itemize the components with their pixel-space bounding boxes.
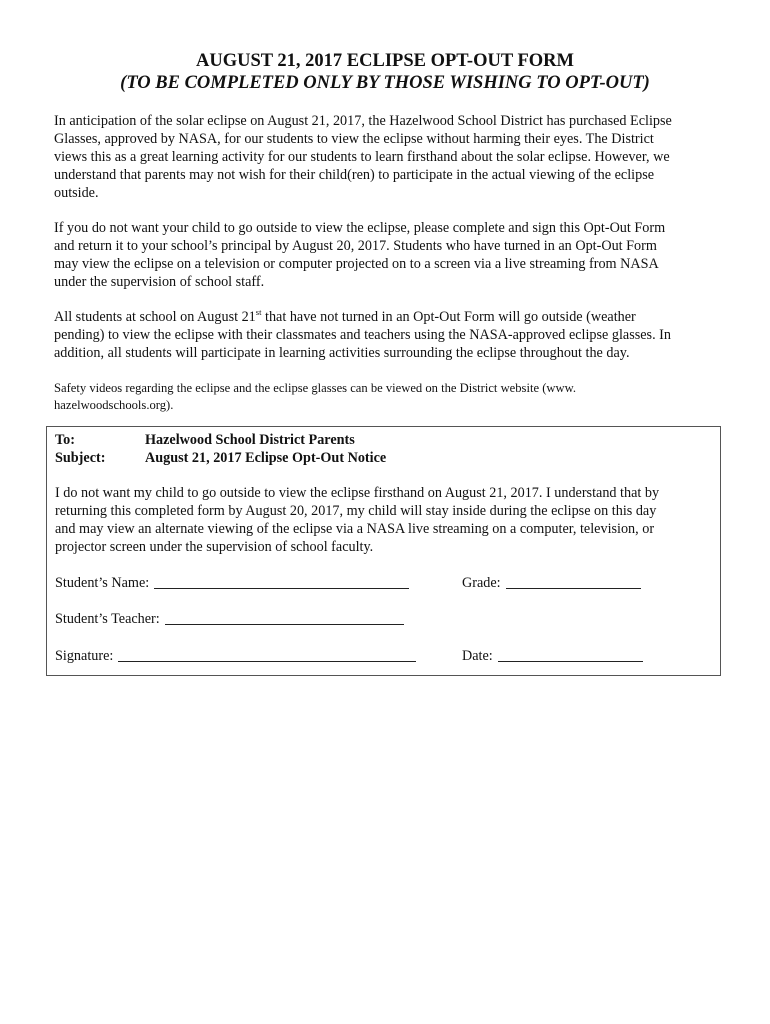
paragraph-line: outside.	[54, 185, 99, 201]
teacher-field	[55, 608, 404, 628]
paragraph-line: understand that parents may not wish for their child(ren) to participate in the actual viewing of the eclipse	[54, 167, 655, 183]
paragraph-line: Glasses, approved by NASA, for our students to view the eclipse without harming their eyes. The District	[54, 131, 654, 147]
intro-paragraph	[54, 112, 720, 202]
paragraph-line: In anticipation of the solar eclipse on August 21, 2017, the Hazelwood School District has purchased Eclipse	[54, 113, 672, 129]
grade-field	[462, 572, 641, 592]
paragraph-line	[54, 308, 720, 326]
signature-field	[55, 645, 416, 665]
opt-out-form-box	[46, 426, 721, 676]
grade-label: Grade:	[462, 575, 501, 591]
paragraph-line: and return it to your school’s principal by August 20, 2017. Students who have turned in an Opt-Out Form	[54, 238, 657, 254]
ordinal-suffix: st	[255, 307, 262, 317]
signature-label: Signature:	[55, 648, 114, 664]
paragraph-text: All students at school on August 21	[54, 309, 256, 325]
statement-line: I do not want my child to go outside to view the eclipse firsthand on August 21, 2017. I understand that by	[55, 485, 660, 501]
opt-out-statement	[55, 484, 715, 556]
paragraph-line: Safety videos regarding the eclipse and the eclipse glasses can be viewed on the District website (www.	[54, 381, 577, 395]
paragraph-line: addition, all students will participate in learning activities surrounding the eclipse throughout the day.	[54, 345, 630, 361]
paragraph-line: If you do not want your child to go outside to view the eclipse, please complete and sign this Opt-Out Form	[54, 220, 666, 236]
teacher-label: Student’s Teacher:	[55, 611, 160, 627]
paragraph-line: may view the eclipse on a television or computer projected on to a screen via a live streaming from NASA	[54, 256, 659, 272]
subject-label: Subject:	[55, 450, 106, 466]
grade-input[interactable]	[506, 574, 641, 589]
teacher-input[interactable]	[165, 610, 404, 625]
date-field	[462, 645, 643, 665]
to-label: To:	[55, 432, 75, 448]
instructions-paragraph	[54, 219, 720, 291]
paragraph-line: hazelwoodschools.org).	[54, 398, 174, 412]
participation-paragraph	[54, 308, 720, 362]
student-name-label: Student’s Name:	[55, 575, 150, 591]
date-label: Date:	[462, 648, 493, 664]
page-title: AUGUST 21, 2017 ECLIPSE OPT-OUT FORM	[196, 51, 574, 71]
subject-value: August 21, 2017 Eclipse Opt-Out Notice	[145, 450, 387, 466]
to-value: Hazelwood School District Parents	[145, 432, 355, 448]
page-subtitle: (TO BE COMPLETED ONLY BY THOSE WISHING TO OPT-OUT)	[120, 73, 650, 93]
safety-videos-note	[54, 380, 720, 414]
paragraph-line: under the supervision of school staff.	[54, 274, 265, 290]
signature-input[interactable]	[118, 647, 416, 662]
statement-line: and may view an alternate viewing of the eclipse via a NASA live streaming on a computer, television, or	[55, 521, 655, 537]
student-name-field	[55, 572, 409, 592]
paragraph-line: views this as a great learning activity for our students to learn firsthand about the solar eclipse. However, we	[54, 149, 670, 165]
statement-line: returning this completed form by August 20, 2017, my child will stay inside during the eclipse on this day	[55, 503, 657, 519]
paragraph-line: pending) to view the eclipse with their classmates and teachers using the NASA-approved eclipse glasses. In	[54, 327, 671, 343]
statement-line: projector screen under the supervision of school faculty.	[55, 539, 374, 555]
student-name-input[interactable]	[154, 574, 409, 589]
paragraph-text: that have not turned in an Opt-Out Form will go outside (weather	[261, 309, 636, 325]
date-input[interactable]	[498, 647, 643, 662]
